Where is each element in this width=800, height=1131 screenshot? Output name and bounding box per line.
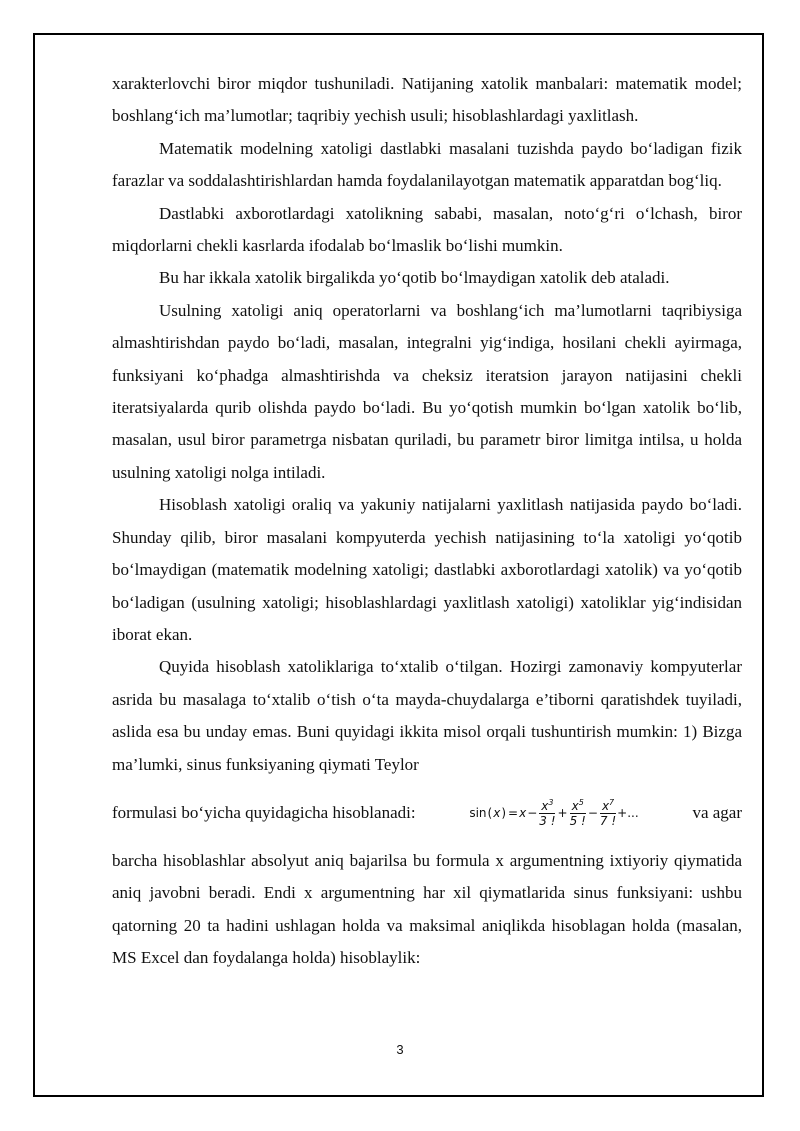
term-2-sign: +: [557, 805, 568, 820]
term-1-sign: −: [527, 805, 538, 820]
formula-lhs: sin: [469, 805, 487, 820]
formula-x: x: [519, 805, 527, 820]
paragraph-2: Matematik modelning xatoligi dastlabki masalani tuzishda paydo bo‘ladigan fizik farazlar va soddalashtirishlardan hamda foydalanilayotgan matematik apparatdan bog‘liq.: [112, 138, 742, 191]
term-2-fraction: $\frac{x^5}{5 !}$: [569, 797, 586, 828]
formula-lead-text: formulasi bo‘yicha quyidagicha hisoblanadi:: [112, 802, 416, 822]
paragraph-6: Hisoblash xatoligi oraliq va yakuniy natijalarni yaxlitlash natijasida paydo bo‘ladi. Shunday qilib, biror masalani kompyuterda yechish natijasining to‘la xatoligi yo‘qotib bo‘lmaydigan (matematik modelning xatoligi; dastlabki axborotlardagi xatolik) va yo‘qotib bo‘ladigan (usulning xatoligi; hisoblashlardagi yaxlitlash xatoligi) xatoliklar yig‘indisidan iborat ekan.: [112, 495, 742, 644]
paragraph-5: Usulning xatoligi aniq operatorlarni va boshlang‘ich ma’lumotlarni taqribiysiga almashtirishdan paydo bo‘ladi, masalan, integralni yig‘indiga, hosilani chekli ayirmaga, funksiyani ko‘phadga almashtirishda va cheksiz iteratsion jarayon natijasini chekli iteratsiyalarda qurib olishda paydo bo‘ladi. Bu yo‘qotish mumkin bo‘lgan xatolik bo‘lib, masalan, usul biror parametrga nisbatan quriladi, bu parametr biror limitga intilsa, u holda usulning xatoligi nolga intiladi.: [112, 300, 742, 482]
paragraph-7: Quyida hisoblash xatoliklariga to‘xtalib o‘tilgan. Hozirgi zamonaviy kompyuterlar asrida bu masalaga to‘xtalib o‘tish o‘ta mayda-chuydalarga e’tiborni qaratishdek tuyiladi, aslida esa bu unday emas. Buni quyidagi ikkita misol orqali tushuntirish mumkin: 1) Bizga ma’lumki, sinus funksiyaning qiymati Teylor: [112, 657, 742, 774]
formula-line: [112, 781, 742, 845]
formula-trail-text: va agar: [692, 802, 742, 822]
paragraph-1: xarakterlovchi biror miqdor tushuniladi. Natijaning xatolik manbalari: matematik model; boshlang‘ich ma’lumotlar; taqribiy yechish usuli; hisoblashlardagi yaxlitlash.: [112, 74, 742, 126]
taylor-sine-formula: sin ( x ) = x − $\frac{x^3}{3 !}$ + $\frac{x^5}{5 !}$ − $\frac{x^7}{7 !}$ +...: [469, 797, 639, 828]
term-3-sign: −: [587, 805, 598, 820]
page-body: [112, 68, 742, 975]
page-number: 3: [396, 1042, 404, 1057]
formula-tail: +...: [617, 805, 639, 820]
paragraph-4: Bu har ikkala xatolik birgalikda yo‘qotib bo‘lmaydigan xatolik deb ataladi.: [159, 268, 670, 288]
formula-arg: x: [493, 805, 501, 820]
paragraph-3: Dastlabki axborotlardagi xatolikning sababi, masalan, noto‘g‘ri o‘lchash, biror miqdorlarni chekli kasrlarda ifodalab bo‘lmaslik bo‘lishi mumkin.: [112, 203, 742, 256]
term-1-fraction: $\frac{x^3}{3 !}$: [539, 797, 556, 828]
term-3-fraction: $\frac{x^7}{7 !}$: [599, 797, 617, 828]
paragraph-8: barcha hisoblashlar absolyut aniq bajarilsa bu formula x argumentning ixtiyoriy qiymatida aniq javobni beradi. Endi x argumentning har xil qiymatlarida sinus funksiyani: ushbu qatorning 20 ta hadini ushlagan holda va maksimal aniqlikda hisoblagan holda (masalan, MS Excel dan foydalanga holda) hisoblaylik:: [112, 850, 742, 968]
